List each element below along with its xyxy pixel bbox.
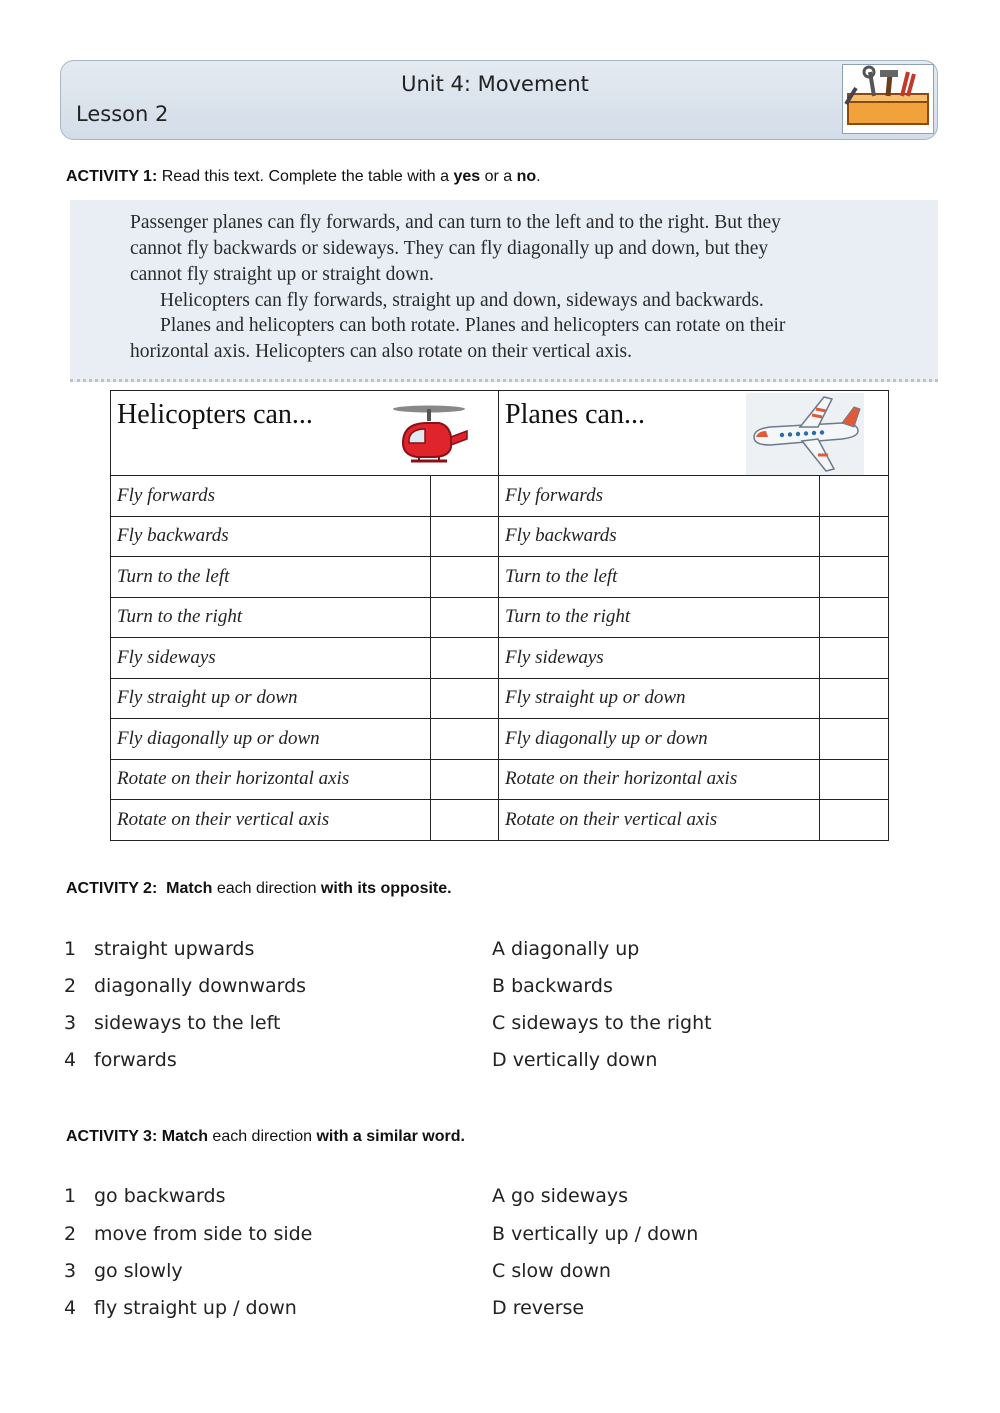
planes-header-cell bbox=[499, 391, 889, 476]
table-row bbox=[111, 516, 889, 557]
match-left-item: 4 fly straight up / down bbox=[64, 1297, 297, 1319]
plane-answer-cell[interactable] bbox=[820, 476, 889, 517]
helicopter-ability: Fly backwards bbox=[111, 516, 431, 557]
helicopter-ability: Fly sideways bbox=[111, 638, 431, 679]
table-row bbox=[111, 557, 889, 598]
helicopter-answer-cell[interactable] bbox=[431, 476, 499, 517]
helicopter-answer-cell[interactable] bbox=[431, 800, 499, 841]
plane-ability: Turn to the right bbox=[499, 597, 820, 638]
plane-answer-cell[interactable] bbox=[820, 678, 889, 719]
match-left-item: 1 go backwards bbox=[64, 1185, 226, 1207]
plane-answer-cell[interactable] bbox=[820, 638, 889, 679]
match-right-item: B backwards bbox=[492, 975, 613, 997]
match-left-item: 2 move from side to side bbox=[64, 1223, 313, 1245]
match-right-item: C slow down bbox=[492, 1260, 611, 1282]
match-right-item: D reverse bbox=[492, 1297, 585, 1319]
airplane-icon bbox=[746, 393, 864, 475]
match-left-item: 3 sideways to the left bbox=[64, 1012, 281, 1034]
plane-ability: Fly diagonally up or down bbox=[499, 719, 820, 760]
helicopter-answer-cell[interactable] bbox=[431, 516, 499, 557]
plane-ability: Rotate on their vertical axis bbox=[499, 800, 820, 841]
match-right-item: A go sideways bbox=[492, 1185, 629, 1207]
reading-line: horizontal axis. Helicopters can also rotate on their vertical axis. bbox=[130, 341, 632, 362]
match-right-item: D vertically down bbox=[492, 1049, 658, 1071]
reading-line: cannot fly backwards or sideways. They can fly diagonally up and down, but they bbox=[130, 238, 769, 259]
plane-answer-cell[interactable] bbox=[820, 516, 889, 557]
ability-table bbox=[110, 390, 889, 841]
match-left-item: 4 forwards bbox=[64, 1049, 177, 1071]
lesson-label: Lesson 2 bbox=[76, 102, 169, 126]
plane-ability: Fly straight up or down bbox=[499, 678, 820, 719]
plane-ability: Fly sideways bbox=[499, 638, 820, 679]
helicopters-header: Helicopters can... bbox=[117, 399, 313, 430]
helicopter-answer-cell[interactable] bbox=[431, 719, 499, 760]
reading-line: Planes and helicopters can both rotate. Planes and helicopters can rotate on their bbox=[160, 315, 786, 336]
table-row bbox=[111, 597, 889, 638]
helicopter-ability: Fly straight up or down bbox=[111, 678, 431, 719]
helicopter-ability: Turn to the right bbox=[111, 597, 431, 638]
helicopter-ability: Fly diagonally up or down bbox=[111, 719, 431, 760]
table-row bbox=[111, 678, 889, 719]
plane-ability: Fly forwards bbox=[499, 476, 820, 517]
activity3-heading: ACTIVITY 3: Match each direction with a similar word. bbox=[66, 1128, 465, 1145]
plane-answer-cell[interactable] bbox=[820, 759, 889, 800]
helicopter-icon bbox=[389, 401, 469, 471]
helicopter-answer-cell[interactable] bbox=[431, 557, 499, 598]
helicopter-ability: Rotate on their vertical axis bbox=[111, 800, 431, 841]
plane-answer-cell[interactable] bbox=[820, 800, 889, 841]
plane-answer-cell[interactable] bbox=[820, 557, 889, 598]
helicopter-ability: Turn to the left bbox=[111, 557, 431, 598]
table-row bbox=[111, 800, 889, 841]
match-right-item: A diagonally up bbox=[492, 938, 640, 960]
reading-line: Passenger planes can fly forwards, and can turn to the left and to the right. But they bbox=[130, 212, 781, 233]
plane-answer-cell[interactable] bbox=[820, 719, 889, 760]
helicopter-ability: Rotate on their horizontal axis bbox=[111, 759, 431, 800]
table-row bbox=[111, 759, 889, 800]
activity1-heading: ACTIVITY 1: Read this text. Complete the table with a yes or a no. bbox=[66, 168, 541, 185]
match-right-item: B vertically up / down bbox=[492, 1223, 699, 1245]
table-row bbox=[111, 476, 889, 517]
activity2-heading: ACTIVITY 2: Match each direction with its opposite. bbox=[66, 880, 452, 897]
toolbox-icon bbox=[842, 64, 934, 134]
match-left-item: 3 go slowly bbox=[64, 1260, 183, 1282]
helicopter-answer-cell[interactable] bbox=[431, 597, 499, 638]
match-left-item: 2 diagonally downwards bbox=[64, 975, 307, 997]
reading-line: Helicopters can fly forwards, straight up and down, sideways and backwards. bbox=[160, 290, 764, 311]
match-left-item: 1 straight upwards bbox=[64, 938, 255, 960]
helicopter-answer-cell[interactable] bbox=[431, 678, 499, 719]
planes-header: Planes can... bbox=[505, 399, 645, 430]
helicopters-header-cell bbox=[111, 391, 499, 476]
helicopter-answer-cell[interactable] bbox=[431, 638, 499, 679]
table-row bbox=[111, 719, 889, 760]
plane-ability: Fly backwards bbox=[499, 516, 820, 557]
plane-answer-cell[interactable] bbox=[820, 597, 889, 638]
table-row bbox=[111, 638, 889, 679]
unit-title: Unit 4: Movement bbox=[401, 72, 589, 96]
helicopter-answer-cell[interactable] bbox=[431, 759, 499, 800]
plane-ability: Rotate on their horizontal axis bbox=[499, 759, 820, 800]
reading-line: cannot fly straight up or straight down. bbox=[130, 264, 434, 285]
match-right-item: C sideways to the right bbox=[492, 1012, 712, 1034]
plane-ability: Turn to the left bbox=[499, 557, 820, 598]
helicopter-ability: Fly forwards bbox=[111, 476, 431, 517]
